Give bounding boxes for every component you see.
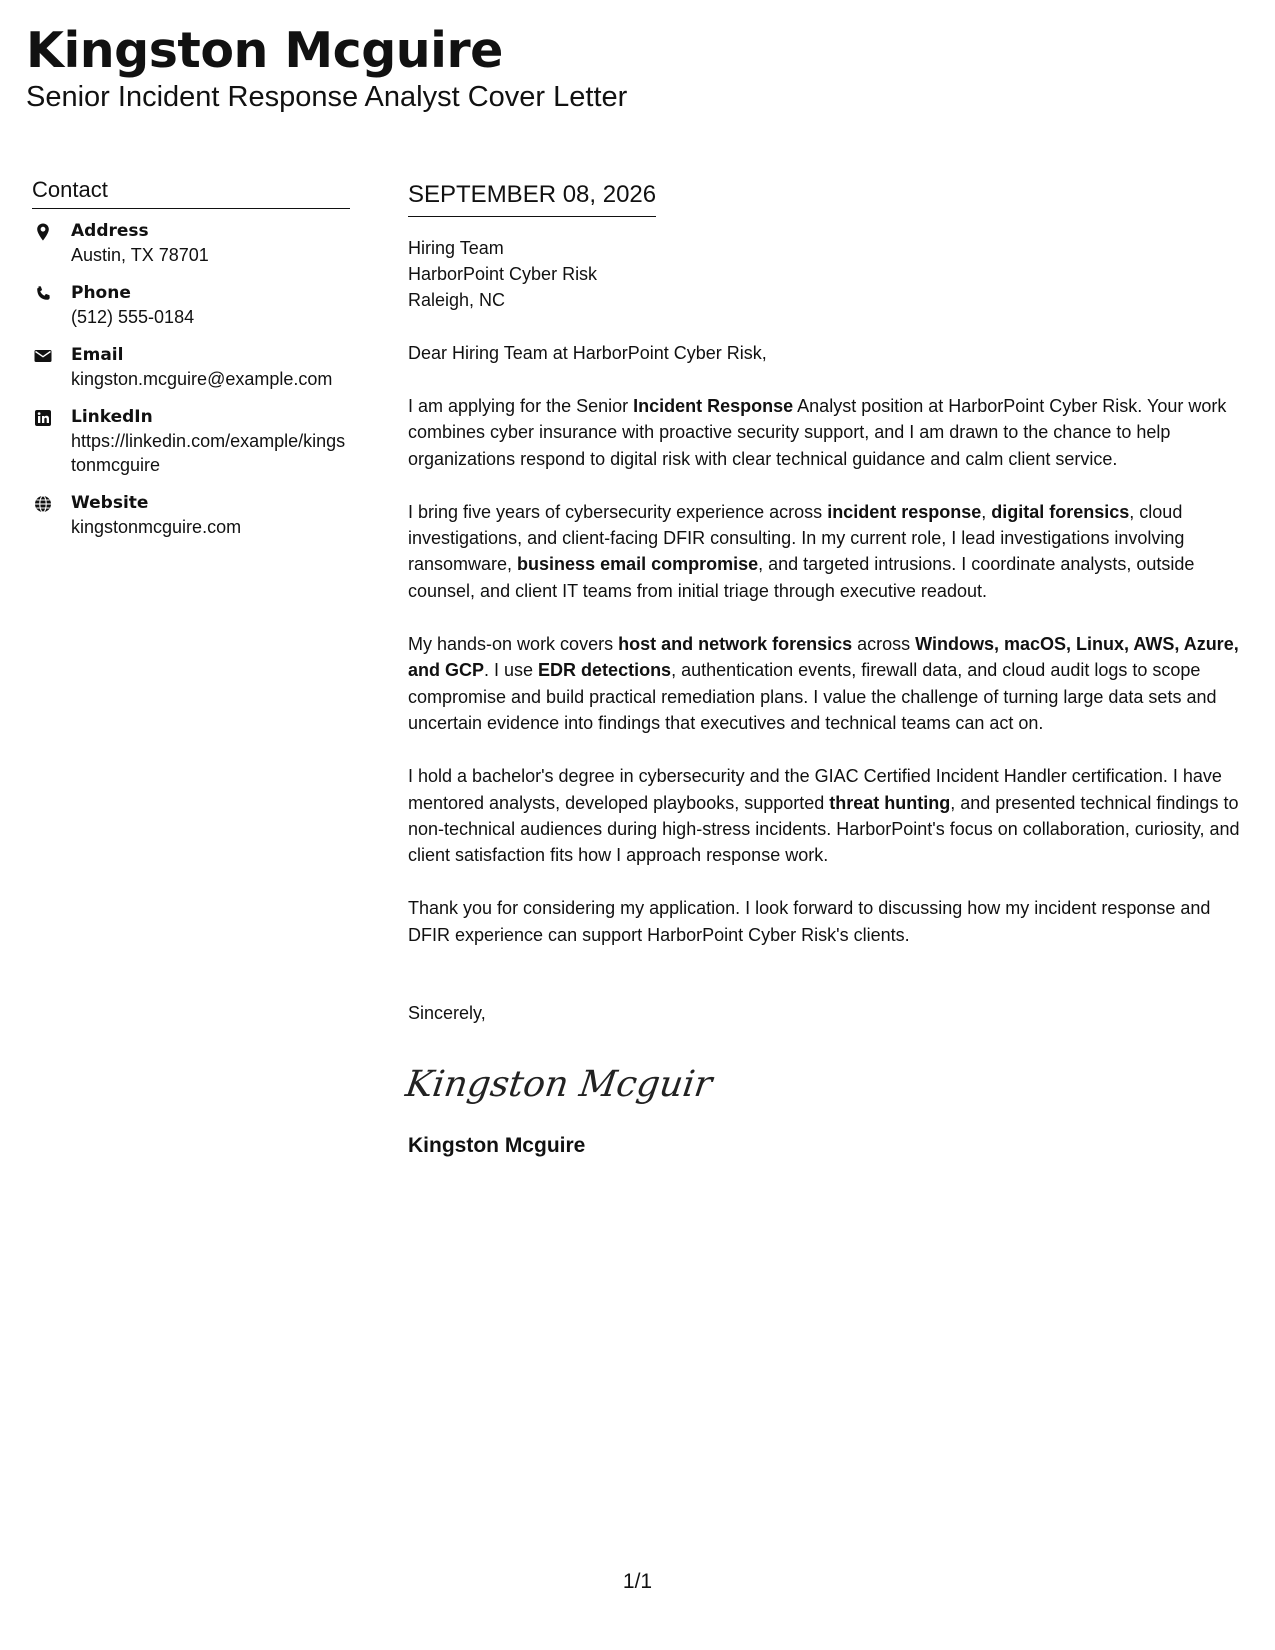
contact-label: Address	[71, 221, 149, 241]
emphasized-text: digital forensics	[991, 501, 1130, 522]
phone-icon	[33, 284, 53, 304]
recipient-line: Hiring Team	[408, 238, 504, 258]
emphasized-text: threat hunting	[829, 792, 951, 813]
applicant-name: Kingston Mcguire	[26, 22, 503, 79]
contact-label: Phone	[71, 283, 131, 303]
contact-email	[32, 343, 350, 391]
letter-header	[26, 22, 627, 114]
contact-label: Website	[71, 493, 149, 513]
contact-label: Email	[71, 345, 124, 365]
paragraph-text: I am applying for the Senior	[408, 396, 634, 416]
contact-value: Austin, TX 78701	[71, 245, 209, 265]
paragraph-text: ,	[981, 501, 992, 522]
paragraph-text: I bring five years of cybersecurity experience across	[408, 501, 828, 522]
contact-linkedin	[32, 405, 350, 477]
letter-paragraph	[408, 631, 1243, 736]
contact-sidebar	[32, 176, 350, 553]
contact-phone	[32, 281, 350, 329]
emphasized-text: EDR detections	[538, 660, 672, 681]
letter-paragraph	[408, 763, 1243, 868]
salutation: Dear Hiring Team at HarborPoint Cyber Risk,	[408, 343, 767, 363]
map-pin-icon	[33, 222, 53, 242]
paragraph-text: , authentication events, firewall data, and cloud audit logs to scope compromise and build practical remediation plans. I value the challenge of turning large data sets and uncertain evidence into findings that executives and technical teams can act on.	[408, 660, 1217, 733]
signature-text: Kingston Mcguir	[403, 1062, 715, 1106]
paragraph-text: Thank you for considering my application. I look forward to discussing how my incident response and DFIR experience can support HarborPoint Cyber Risk's clients.	[408, 898, 1211, 945]
contact-value: (512) 555-0184	[71, 307, 195, 327]
paragraph-text: , and presented technical findings to non-technical audiences during high-stress incidents. HarborPoint's focus on collaboration, curiosity, and client satisfaction fits how I approach response work.	[408, 792, 1240, 866]
letter-date: SEPTEMBER 08, 2026	[408, 178, 656, 217]
signer-name: Kingston Mcguire	[408, 1134, 586, 1158]
contact-address	[32, 219, 350, 267]
emphasized-text: Incident Response	[633, 396, 794, 416]
paragraph-text: , and targeted intrusions. I coordinate analysts, outside counsel, and client IT teams from initial triage through executive readout.	[408, 554, 1195, 601]
letter-paragraphs	[408, 393, 1243, 948]
recipient-block	[408, 235, 1243, 313]
paragraph-text: across	[852, 634, 916, 655]
emphasized-text: host and network forensics	[618, 634, 853, 655]
paragraph-text: I hold a bachelor's degree in cybersecurity and the GIAC Certified Incident Handler certification. I have mentored analysts, developed playbooks, supported	[408, 766, 1222, 813]
letter-paragraph	[408, 393, 1243, 472]
page-number: 1/1	[622, 1570, 653, 1593]
paragraph-text: Analyst position at HarborPoint Cyber Risk. Your work combines cyber insurance with proactive security support, and I am drawn to the chance to help organizations respond to digital risk with clear technical guidance and calm client service.	[408, 396, 1227, 469]
recipient-line: HarborPoint Cyber Risk	[408, 264, 598, 284]
linkedin-icon	[33, 408, 53, 428]
paragraph-text: . I use	[484, 660, 539, 681]
globe-icon	[33, 494, 53, 514]
emphasized-text: business email compromise	[517, 554, 759, 575]
contact-label: LinkedIn	[71, 407, 153, 427]
contact-value: https://linkedin.com/example/kingstonmcguire	[71, 431, 346, 475]
closing: Sincerely,	[408, 1003, 486, 1024]
letter-paragraph	[408, 499, 1243, 604]
paragraph-text: My hands-on work covers	[408, 634, 619, 655]
letter-paragraph	[408, 895, 1243, 948]
emphasized-text: Windows, macOS, Linux, AWS, Azure, and GCP	[408, 634, 1239, 681]
contact-value: kingstonmcguire.com	[71, 517, 242, 537]
handwritten-signature	[403, 1056, 1243, 1112]
emphasized-text: incident response	[827, 501, 982, 522]
recipient-line: Raleigh, NC	[408, 290, 506, 310]
letter-body	[403, 178, 1243, 1160]
contact-heading: Contact	[32, 176, 350, 209]
paragraph-text: , cloud investigations, and client-facing DFIR consulting. In my current role, I lead investigations involving ransomware,	[408, 501, 1185, 575]
envelope-icon	[33, 346, 53, 366]
contact-value: kingston.mcguire@example.com	[71, 369, 333, 389]
document-subtitle: Senior Incident Response Analyst Cover Letter	[26, 81, 628, 113]
contact-website	[32, 491, 350, 539]
